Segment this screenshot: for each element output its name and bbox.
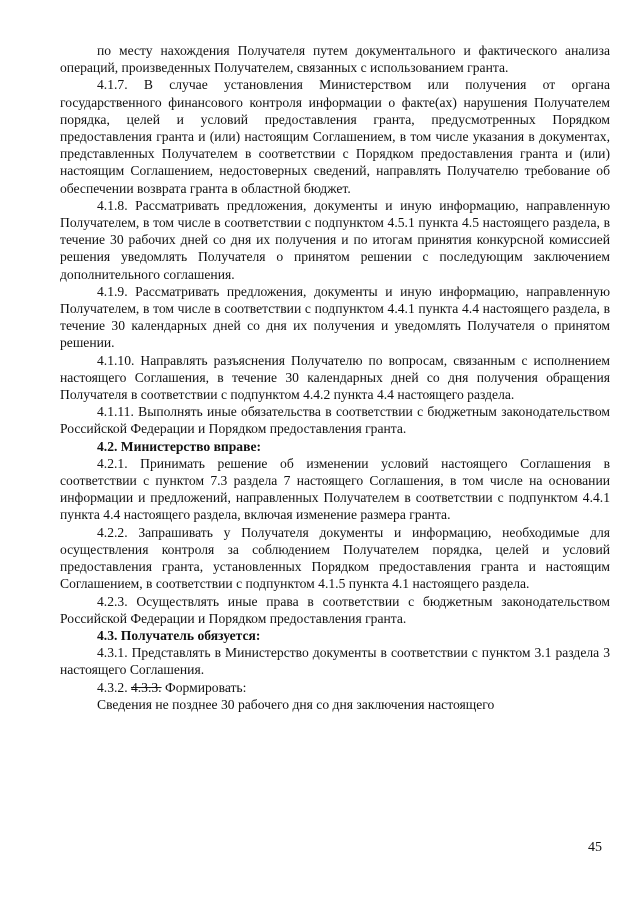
paragraph-4-1-8: 4.1.8. Рассматривать предложения, документы и иную информацию, направленную Получателем, в том числе в соответствии с подпунктом 4.5.1 пункта 4.5 настоящего раздела, в течение 30 рабочих дней со дня их получения и по итогам принятия конкурсной комиссией решения уведомлять Получателя о принятом решении с последующим заключением дополнительного соглашения. — [60, 197, 610, 282]
paragraph-4-3-2-suffix: Формировать: — [161, 679, 247, 695]
paragraph-4-1-10: 4.1.10. Направлять разъяснения Получателю по вопросам, связанным с исполнением настоящего Соглашения, в течение 30 календарных дней со дня получения обращения Получателя в соответствии с подпунктом 4.4.2 пункта 4.4 настоящего раздела. — [60, 352, 610, 403]
section-heading-4-2: 4.2. Министерство вправе: — [97, 438, 262, 454]
paragraph-4-3-2-prefix: 4.3.2. — [97, 679, 131, 695]
section-heading-4-3: 4.3. Получатель обязуется: — [97, 627, 261, 643]
paragraph-continuation: по месту нахождения Получателя путем документального и фактического анализа операций, произведенных Получателем, связанных с использованием гранта. — [60, 43, 610, 76]
paragraph-4-3-1: 4.3.1. Представлять в Министерство документы в соответствии с пунктом 3.1 раздела 3 настоящего Соглашения. — [60, 645, 610, 678]
document-page — [60, 42, 610, 713]
struck-through-number: 4.3.3. — [130, 679, 162, 695]
paragraph-4-1-11: 4.1.11. Выполнять иные обязательства в соответствии с бюджетным законодательством Российской Федерации и Порядком предоставления гранта. — [60, 404, 610, 437]
paragraph-4-2-1: 4.2.1. Принимать решение об изменении условий настоящего Соглашения в соответствии с пунктом 7.3 раздела 7 настоящего Соглашения, в том числе на основании информации и предложений, направленных Получателем в соответствии с подпунктом 4.4.1 пункта 4.4 настоящего раздела, включая изменение размера гранта. — [60, 455, 610, 523]
paragraph-4-1-9: 4.1.9. Рассматривать предложения, документы и иную информацию, направленную Получателем, в том числе в соответствии с подпунктом 4.4.1 пункта 4.4 настоящего раздела, в течение 30 календарных дней со дня их получения и уведомлять Получателя о принятом решении. — [60, 283, 610, 351]
paragraph-4-3-2 — [60, 679, 610, 696]
paragraph-4-1-7: 4.1.7. В случае установления Министерством или получения от органа государственного финансового контроля информации о факте(ах) нарушения Получателем порядка, целей и условий предоставления гранта, предусмотренных Порядком предоставления гранта и (или) настоящим Соглашением, в том числе указания в документах, представленных Получателем в соответствии с Порядком предоставления гранта и (или) настоящим Соглашением, недостоверных сведений, направлять Получателю требование об обеспечении возврата гранта в областной бюджет. — [60, 77, 610, 196]
paragraph-4-2-2: 4.2.2. Запрашивать у Получателя документы и информацию, необходимые для осуществления контроля за соблюдением Получателем порядка, целей и условий предоставления гранта, установленных Порядком предоставления гранта и настоящим Соглашением, в соответствии с подпунктом 4.1.5 пункта 4.1 настоящего раздела. — [60, 524, 610, 592]
page-number: 45 — [588, 840, 602, 855]
paragraph-last-line: Сведения не позднее 30 рабочего дня со дня заключения настоящего — [97, 696, 495, 712]
paragraph-4-2-3: 4.2.3. Осуществлять иные права в соответствии с бюджетным законодательством Российской Федерации и Порядком предоставления гранта. — [60, 593, 610, 626]
